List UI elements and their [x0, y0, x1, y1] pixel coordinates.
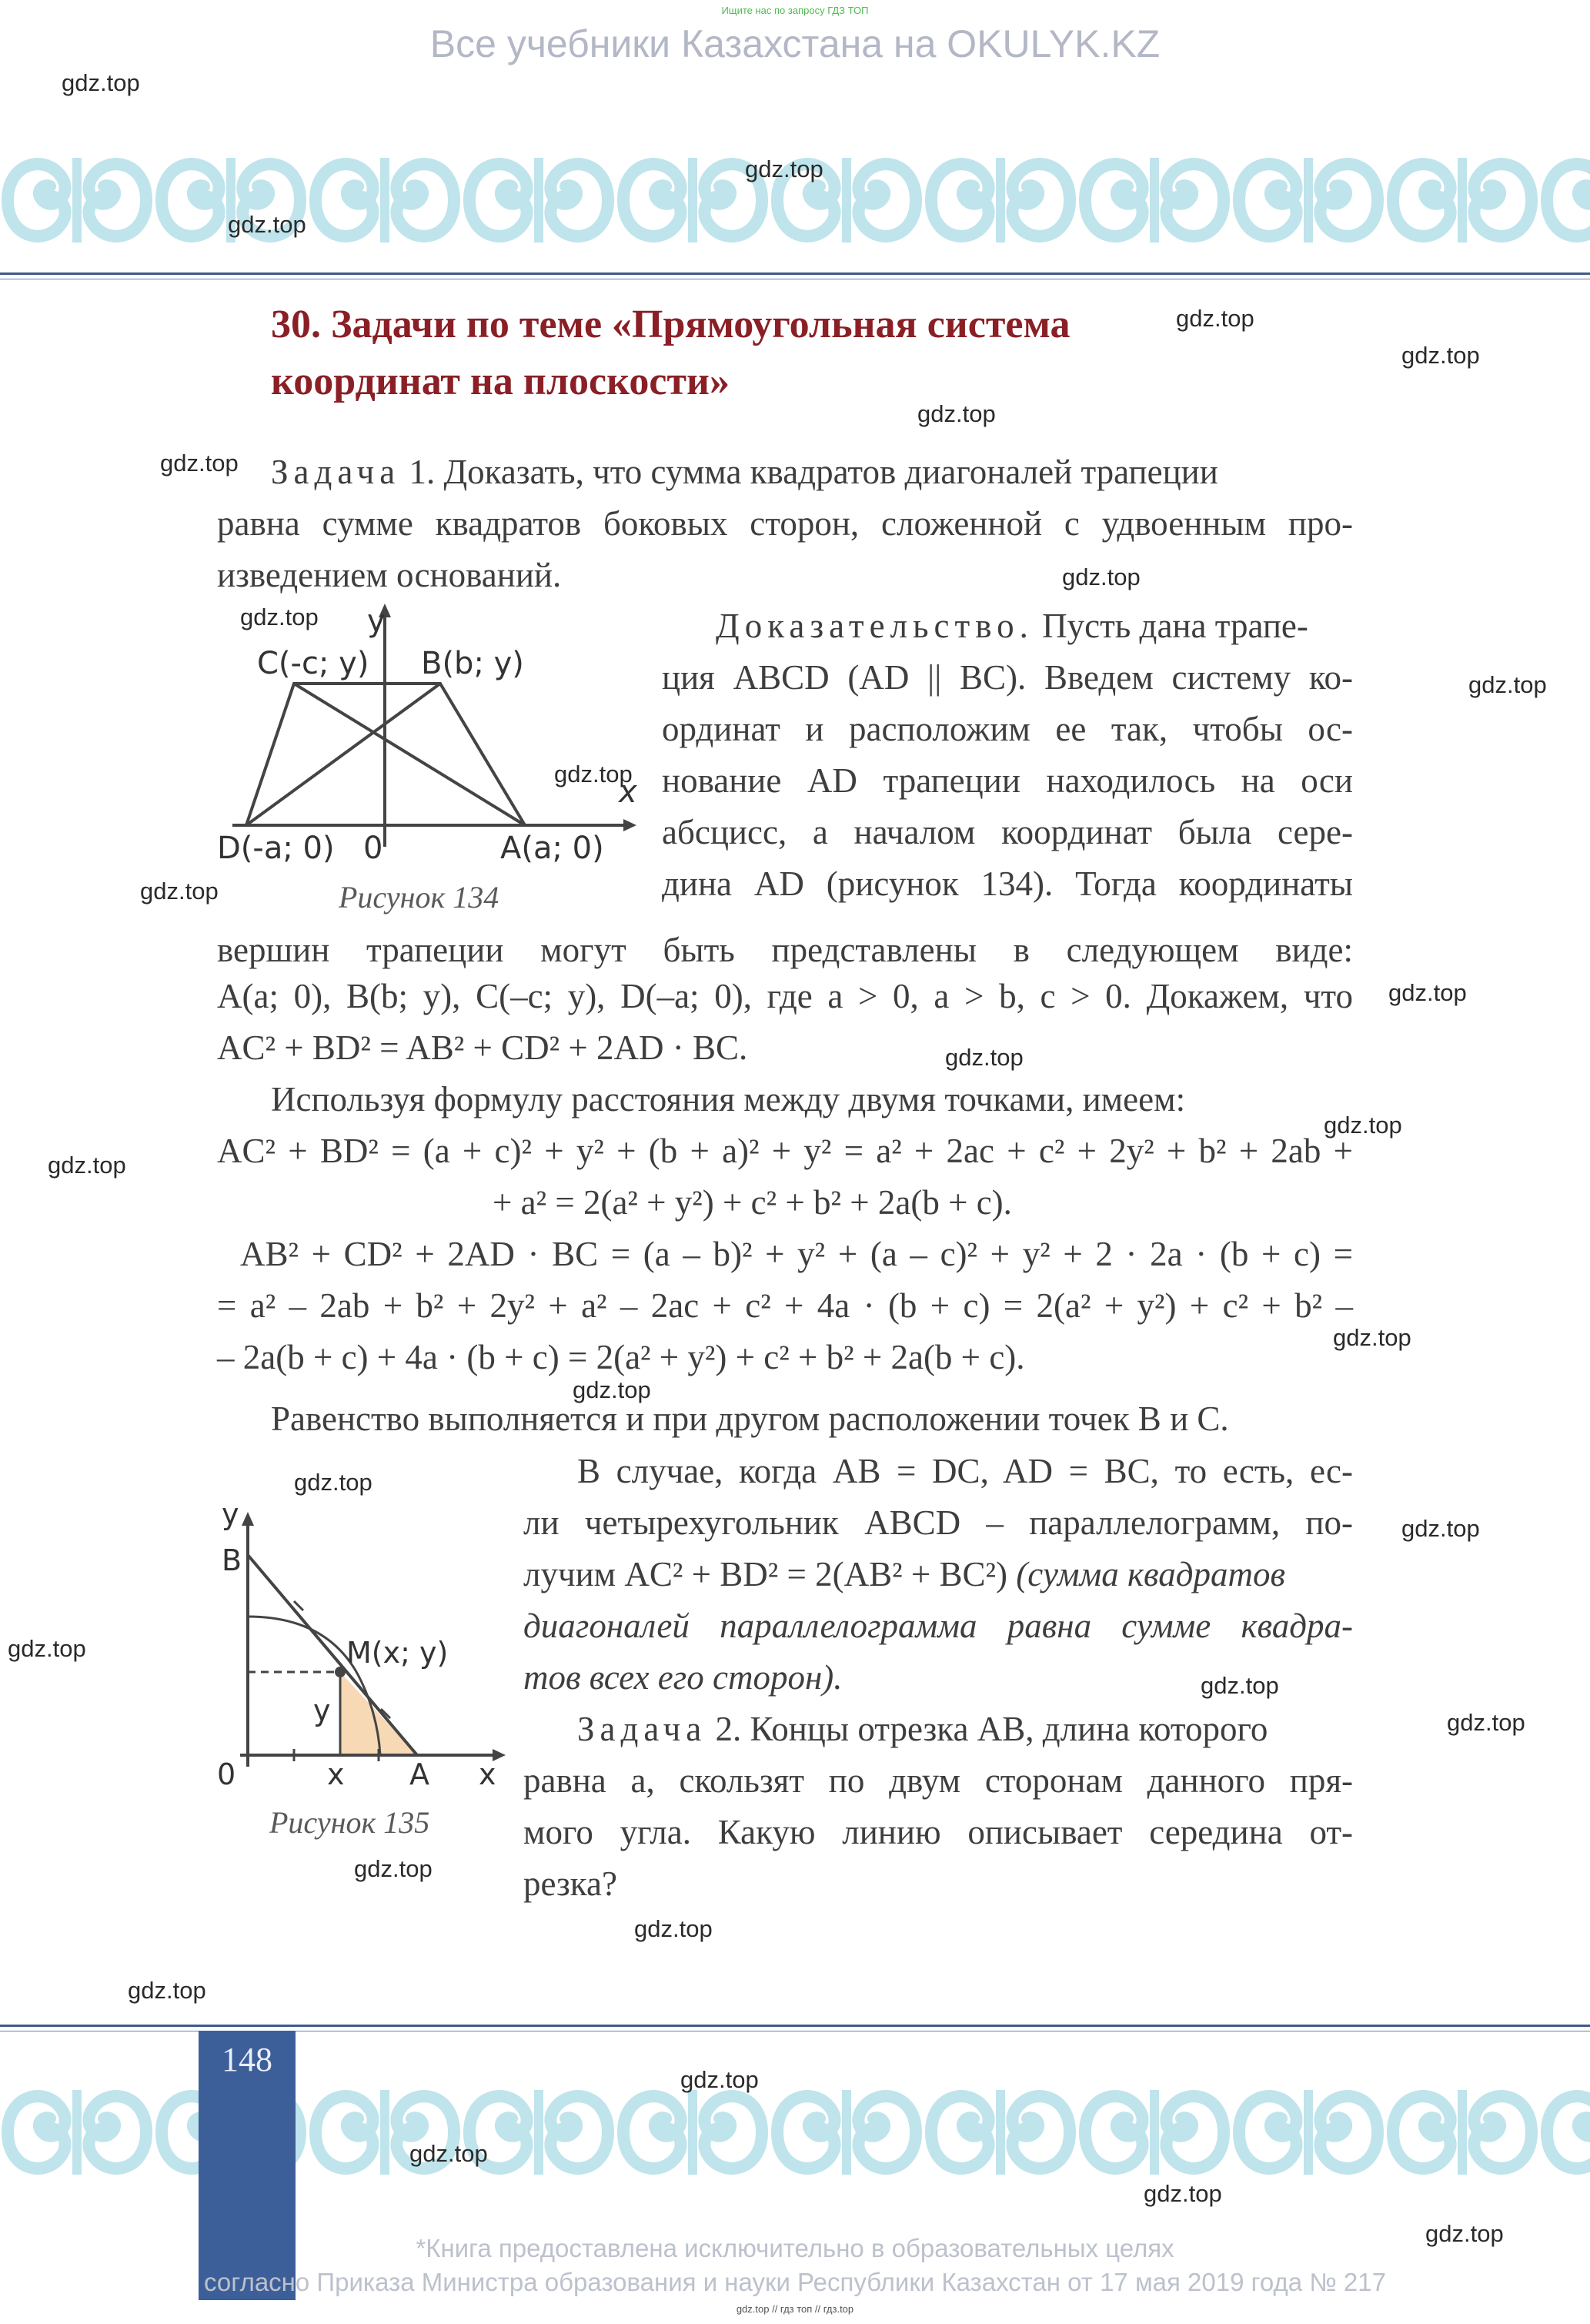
watermark: gdz.top — [240, 604, 319, 630]
fig135-label-a: A — [409, 1757, 429, 1791]
fig135-label-x-axis: x — [479, 1757, 496, 1791]
equation-2c: – 2a(b + c) + 4a · (b + c) = 2(a² + y²) + c² + b² + 2a(b + c). — [217, 1338, 1025, 1376]
task1-line-1: Задача 1. Доказать, что сумма квадратов диагоналей трапеции — [271, 453, 1218, 491]
fig135-label-y: y — [313, 1694, 331, 1727]
task1-line-3: изведением оснований. — [217, 556, 562, 594]
watermark: gdz.top — [160, 450, 239, 477]
watermark: gdz.top — [745, 155, 823, 182]
task2-line-1: Задача 2. Концы отрезка AB, длина которого — [577, 1710, 1268, 1748]
figure-134-svg — [217, 600, 648, 870]
equation-1a: AC² + BD² = (a + c)² + y² + (b + a)² + y² = a² + 2ac + c² + 2y² + b² + 2ab + — [217, 1132, 1353, 1170]
fig135-label-b: B — [222, 1543, 242, 1577]
proof-line-6: дина AD (рисунок 134). Тогда координаты — [662, 864, 1353, 903]
fig134-label-a: A(a; 0) — [500, 831, 604, 866]
watermark: gdz.top — [1062, 563, 1141, 590]
watermark: gdz.top — [573, 1376, 651, 1403]
task1-label: Задача — [271, 453, 401, 491]
task1-line-2: равна сумме квадратов боковых сторон, сложенной с удвоенным про- — [217, 504, 1353, 543]
fig135-label-o: 0 — [217, 1757, 236, 1791]
watermark: gdz.top — [1425, 2220, 1504, 2247]
proof-line-15: диагоналей параллелограмма равна сумме квадра- — [523, 1607, 1353, 1645]
proof-line-9: AC² + BD² = AB² + CD² + 2AD · BC. — [217, 1028, 748, 1067]
footer-line-3[interactable]: gdz.top // гдз топ // гдз.top — [736, 2303, 854, 2315]
proof-line-7: вершин трапеции могут быть представлены в следующем виде: — [217, 931, 1353, 969]
figure-135-caption: Рисунок 135 — [269, 1805, 430, 1840]
footer-line-1: *Книга предоставлена исключительно в образовательных целях — [416, 2234, 1174, 2262]
figure-135-svg — [217, 1501, 517, 1794]
watermark: gdz.top — [8, 1635, 86, 1662]
watermark: gdz.top — [945, 1044, 1024, 1071]
proof-line-1: Доказательство. Пусть дана трапе- — [716, 607, 1308, 645]
fig135-label-y-axis: y — [222, 1501, 239, 1531]
watermark: gdz.top — [140, 878, 219, 905]
watermark: gdz.top — [680, 2066, 759, 2093]
proof-line-8: A(a; 0), B(b; y), C(–c; y), D(–a; 0), где a > 0, a > b, c > 0. Докажем, что — [217, 977, 1353, 1015]
proof-line-13: ли четырехугольник ABCD – параллелограмм, по- — [523, 1503, 1353, 1542]
watermark: gdz.top — [1144, 2180, 1222, 2207]
watermark: gdz.top — [1388, 979, 1467, 1006]
section-title-line-2: координат на плоскости» — [271, 359, 730, 403]
figure-134-caption: Рисунок 134 — [339, 880, 499, 915]
proof-line-5: абсцисс, а началом координат была сере- — [662, 813, 1353, 851]
watermark: gdz.top — [294, 1469, 372, 1496]
proof-line-10: Используя формулу расстояния между двумя точками, имеем: — [271, 1080, 1186, 1119]
proof-label: Доказательство. — [716, 607, 1034, 645]
fig134-label-c: C(-c; y) — [257, 646, 369, 681]
watermark: gdz.top — [917, 400, 996, 427]
watermark: gdz.top — [1324, 1112, 1402, 1139]
section-title — [271, 296, 1210, 410]
watermark: gdz.top — [1401, 1515, 1480, 1542]
proof-line-14: лучим AC² + BD² = 2(AB² + BC²) (сумма квадратов — [523, 1555, 1286, 1593]
fig134-label-o: 0 — [363, 831, 383, 866]
proof-line-4: нование AD трапеции находилось на оси — [662, 761, 1353, 800]
fig134-label-d: D(-a; 0) — [217, 831, 335, 866]
watermark: gdz.top — [1201, 1672, 1279, 1699]
fig135-label-x: x — [327, 1757, 345, 1791]
top-rule — [0, 273, 1590, 275]
fig135-label-m: M(x; y) — [346, 1636, 449, 1670]
figure-134 — [217, 600, 648, 870]
watermark: gdz.top — [1333, 1324, 1411, 1351]
watermark: gdz.top — [228, 211, 306, 238]
fig135-y-arrow-icon — [242, 1512, 254, 1526]
section-title-line-1: 30. Задачи по теме «Прямоугольная система — [271, 303, 1071, 346]
watermark: gdz.top — [128, 1977, 206, 2004]
watermark: gdz.top — [634, 1915, 713, 1942]
watermark: gdz.top — [554, 761, 633, 787]
watermark: gdz.top — [409, 2140, 488, 2167]
fig134-label-y: y — [367, 604, 386, 639]
watermark: gdz.top — [354, 1855, 433, 1882]
footer-line-2: согласно Приказа Министра образования и науки Республики Казахстан от 17 мая 2019 года № 217 — [204, 2268, 1386, 2296]
bottom-rule — [0, 2025, 1590, 2027]
watermark: gdz.top — [62, 69, 140, 96]
watermark: gdz.top — [1447, 1709, 1525, 1736]
watermark: gdz.top — [1401, 342, 1480, 369]
fig135-point-m — [335, 1667, 346, 1677]
search-hint: Ищите нас по запросу ГДЗ ТОП — [721, 5, 869, 16]
watermark: gdz.top — [48, 1152, 126, 1179]
task2-line-2: равна a, скользят по двум сторонам данного пря- — [523, 1761, 1353, 1800]
equation-2a: AB² + CD² + 2AD · BC = (a – b)² + y² + (a – c)² + y² + 2 · 2a · (b + c) = — [240, 1235, 1353, 1273]
task2-line-3: мого угла. Какую линию описывает середина от- — [523, 1813, 1353, 1851]
equation-2b: = a² – 2ab + b² + 2y² + a² – 2ac + c² + 4a · (b + c) = 2(a² + y²) + c² + b² – — [217, 1286, 1353, 1325]
figure-135 — [217, 1501, 517, 1794]
proof-line-2: ция ABCD (AD || BC). Введем систему ко- — [662, 658, 1353, 697]
proof-line-11: Равенство выполняется и при другом расположении точек B и C. — [271, 1399, 1229, 1438]
task2-line-4: резка? — [523, 1864, 617, 1903]
proof-line-16: тов всех его сторон). — [523, 1658, 843, 1697]
watermark: gdz.top — [1176, 305, 1254, 332]
fig134-x-arrow-icon — [623, 819, 636, 831]
equation-1b: + a² = 2(a² + y²) + c² + b² + 2a(b + c). — [493, 1183, 1012, 1222]
page-number: 148 — [222, 2041, 272, 2078]
site-banner[interactable]: Все учебники Казахстана на OKULYK.KZ — [429, 22, 1161, 65]
watermark: gdz.top — [1468, 671, 1547, 698]
task2-label: Задача — [577, 1710, 707, 1748]
proof-line-3: ординат и расположим ее так, чтобы ос- — [662, 710, 1353, 748]
fig134-label-x: x — [619, 774, 637, 810]
proof-line-12: В случае, когда AB = DC, AD = BC, то есть, ес- — [577, 1452, 1353, 1490]
fig134-label-b: B(b; y) — [421, 646, 524, 681]
